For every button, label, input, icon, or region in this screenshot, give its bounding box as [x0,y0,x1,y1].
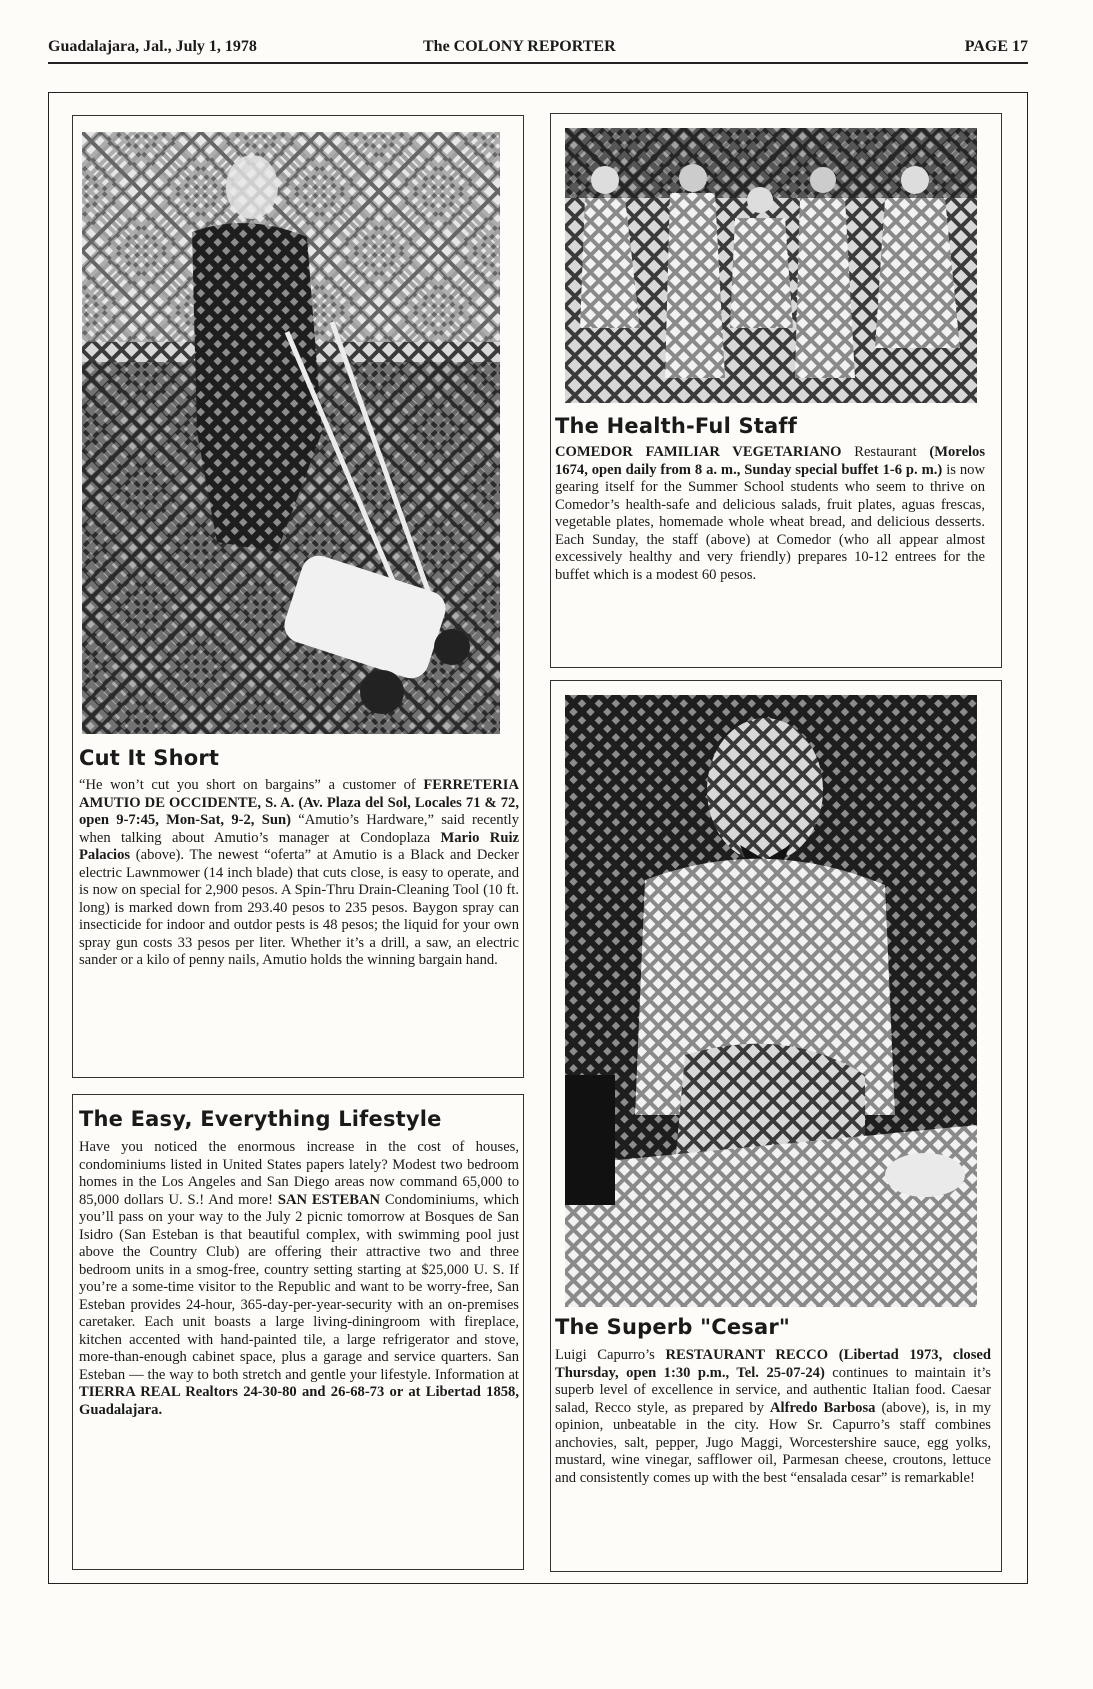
staff-photo-image [565,128,977,403]
masthead-page-number: PAGE 17 [964,38,1028,55]
cut-it-short-store-info: FERRETERIA AMUTIO DE OCCIDENTE, S. A. (Av. Plaza del Sol, Locales 71 & 72, open 9-7:45, Mon-Sat, 9-2, Sun) [79,777,519,828]
story-easy-lifestyle [72,1094,524,1570]
cut-it-short-text-1: “He won’t cut you short on bargains” a customer of [79,777,424,793]
lawnmower-photo [82,132,500,734]
cut-it-short-manager-name: Mario Ruiz Palacios [79,829,519,863]
left-frame-rule [48,92,49,1584]
story-superb-cesar [550,680,1002,1572]
health-ful-staff-text-1: Restaurant [841,444,930,460]
easy-lifestyle-headline: The Easy, Everything Lifestyle [79,1107,442,1131]
superb-cesar-chef-name: Alfredo Barbosa [770,1399,876,1416]
cut-it-short-headline: Cut It Short [79,746,220,770]
masthead-rule [48,62,1028,64]
easy-lifestyle-text-2: Condominiums, which you’ll pass on your way to the July 2 picnic tomorrow at Bosques de San Isidro (San Esteban is that beautiful complex, with swimming pool just above the Country Club) are offering their attractive two and three bedroom units in a smog-free, country setting starting at $25,000 U. S. If you’re a some-time visitor to the Republic and want to be worry-free, San Esteban provides 24-hour, 365-day-per-year-security with an on-premises caretaker. Each unit boasts a large living-diningroom with fireplace, kitchen accented with hand-painted tile, a large refrigerator and stove, more-than-enough cabinet space, plus a garage and service quarters. San Esteban — the way to both stretch and gentle your lifestyle. Information at [79,1191,520,1383]
superb-cesar-body [555,1347,991,1487]
superb-cesar-text-3: (above), is, in my opinion, unbeatable in the city. How Sr. Capurro’s staff combines anchovies, salt, pepper, Jugo Maggi, Worcestershire sauce, egg yolks, mustard, wine vinegar, safflower oil, Parmesan cheese, croutons, lettuce and consistently comes up with the best “ensalada cesar” is remarkable! [555,1399,991,1486]
superb-cesar-text-2: continues to maintain it’s superb level of excellence in service, and authentic Italian food. Caesar salad, Recco style, as prepared by [555,1364,991,1416]
health-ful-staff-address-hours: (Morelos 1674, open daily from 8 a. m., Sunday special buffet 1-6 p. m.) [555,444,985,478]
lawnmower-photo-image [82,132,500,734]
story-cut-it-short [72,115,524,1078]
superb-cesar-text-1: Luigi Capurro’s [555,1347,666,1363]
cesar-photo-image [565,695,977,1307]
easy-lifestyle-san-esteban: SAN ESTEBAN [277,1191,381,1208]
story-health-ful-staff [550,113,1002,668]
easy-lifestyle-text-1: Have you noticed the enormous increase in the cost of houses, condominiums listed in United States papers lately? Modest two bedroom homes in the Los Angeles and San Diego areas now command 65,000 to 85,000 dollars U. S.! And more! [79,1139,519,1208]
masthead-place-date: Guadalajara, Jal., July 1, 1978 [48,38,257,55]
easy-lifestyle-body [79,1139,519,1419]
easy-lifestyle-realtor-info: TIERRA REAL Realtors 24-30-80 and 26-68-73 or at Libertad 1858, Guadalajara. [79,1384,519,1418]
cesar-photo [565,695,977,1307]
masthead-paper-name: The COLONY REPORTER [423,38,616,55]
superb-cesar-restaurant-info: RESTAURANT RECCO (Libertad 1973, closed Thursday, open 1:30 p.m., Tel. 25-07-24) [555,1347,991,1381]
masthead [48,38,1028,60]
health-ful-staff-body [555,444,985,584]
top-frame-rule [48,92,1028,93]
right-frame-rule [1027,92,1028,1584]
cut-it-short-body [79,777,519,970]
superb-cesar-headline: The Superb "Cesar" [555,1315,791,1339]
staff-photo [565,128,977,403]
bottom-frame-rule [48,1583,1028,1584]
cut-it-short-text-3: (above). The newest “oferta” at Amutio is a Black and Decker electric Lawnmower (14 inch blade) that cuts close, is easy to operate, and is now on special for 2,900 pesos. A Spin-Thru Drain-Cleaning Tool (10 ft. long) is marked down from 293.40 pesos to 235 pesos. Baygon spray can insecticide for indoor and outdor pests is 48 pesos; the liquid for your own spray gun costs 33 pesos per liter. Whether it’s a drill, a saw, an electric sander or a kilo of penny nails, Amutio holds the winning bargain hand. [79,847,519,968]
health-ful-staff-headline: The Health-Ful Staff [555,414,798,438]
cut-it-short-text-2: “Amutio’s Hardware,” said recently when talking about Amutio’s manager at Condoplaza [79,812,519,846]
health-ful-staff-text-2: is now gearing itself for the Summer School students who seem to thrive on Comedor’s health-safe and delicious salads, fruit plates, aguas frescas, vegetable plates, homemade whole wheat bread, and delicious desserts. Each Sunday, the staff (above) at Comedor (who all appear almost excessively healthy and very friendly) prepares 10-12 entrees for the buffet which is a modest 60 pesos. [555,461,985,583]
health-ful-staff-restaurant-name: COMEDOR FAMILIAR VEGETARIANO [555,444,842,460]
